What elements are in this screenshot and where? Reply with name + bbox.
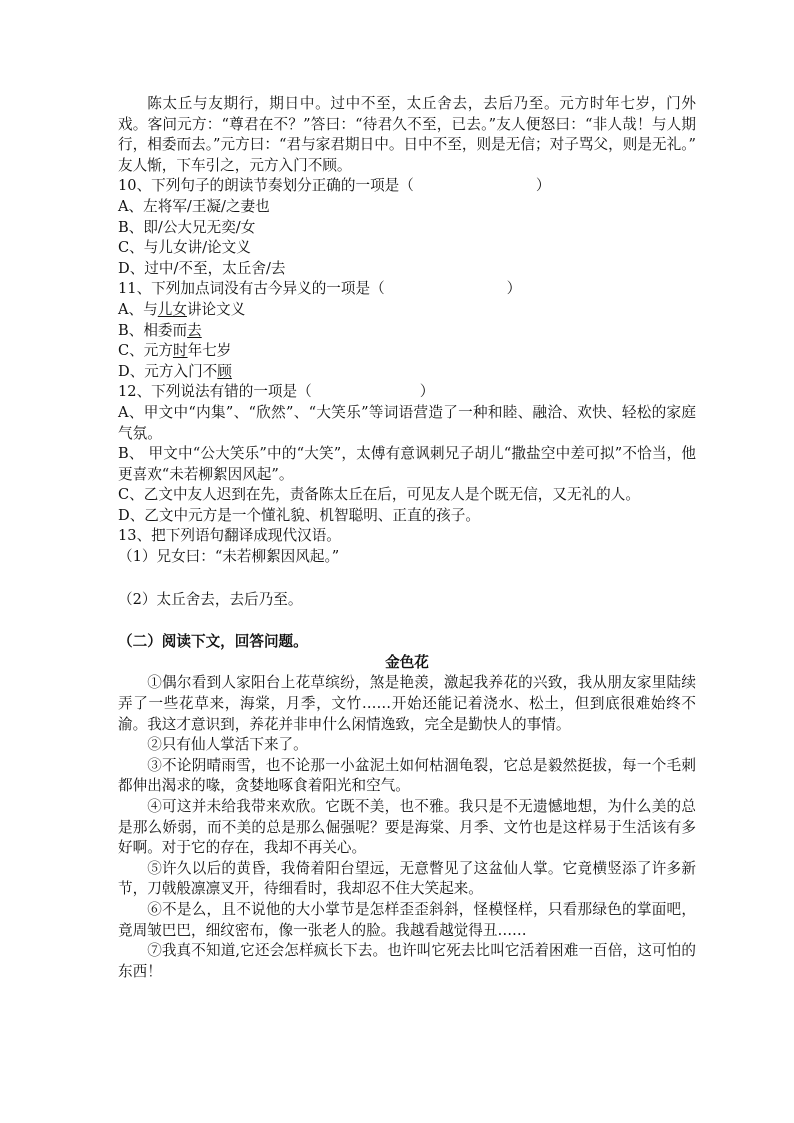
question-13-item-1: （1）兄女曰：“未若柳絮因风起。” [118, 548, 340, 566]
question-11-stem [118, 279, 696, 300]
question-11-close: ） [506, 280, 522, 298]
option-prefix: D、元方入门不 [118, 362, 218, 380]
dotted-word: 时 [172, 342, 188, 360]
question-10-stem [118, 176, 696, 197]
option-prefix: C、元方 [118, 342, 173, 360]
article-paragraph-2: ②只有仙人掌活下来了。 [147, 736, 308, 754]
dotted-word: 顾 [217, 362, 232, 380]
question-13-stem: 13、把下列语句翻译成现代汉语。 [118, 527, 341, 545]
question-12-stem [118, 382, 696, 403]
question-10-option-a: A、左将军/王凝/之妻也 [118, 197, 270, 215]
dotted-word: 儿女 [157, 300, 187, 318]
option-suffix: 年七岁 [187, 342, 232, 360]
question-10-option-d: D、过中/不至，太丘舍/去 [118, 259, 286, 277]
answer-space [118, 610, 696, 632]
article-paragraph-3: ③不论阴晴雨雪，也不论那一小盆泥土如何枯涸龟裂，它总是毅然挺拔，每一个毛刺都伸出渴求的喙，贪婪地啄食着阳光和空气。 [118, 756, 696, 795]
article-paragraph-1: ①偶尔看到人家阳台上花草缤纷，煞是艳羡，激起我养花的兴致，我从朋友家里陆续弄了一些花草来，海棠，月季，文竹……开始还能记着浇水、松土，但到底很难始终不渝。我这才意识到，养花并非申什么闲情逸致，完全是勤快人的事情。 [118, 674, 696, 733]
option-prefix: A、与 [118, 300, 158, 318]
article-paragraph-5: ⑤许久以后的黄昏，我倚着阳台望远，无意瞥见了这盆仙人掌。它竟横竖添了许多新节，刀戟般凛凛叉开，待细看时，我却忍不住大笑起来。 [118, 859, 696, 898]
question-11-option-a [118, 300, 696, 321]
article-paragraph-6: ⑥不是么，且不说他的大小掌节是怎样歪歪斜斜，怪模怪样，只看那绿色的掌面吧，竟周皱巴巴，细纹密布，像一张老人的脸。我越看越觉得丑…… [118, 900, 696, 939]
question-12-option-a: A、甲文中“内集”、“欣然”、“大笑乐”等词语营造了一种和睦、融洽、欢快、轻松的家庭气氛。 [118, 403, 696, 442]
classical-passage: 陈太丘与友期行，期日中。过中不至，太丘舍去，去后乃至。元方时年七岁，门外戏。客问元方：“尊君在不？”答曰：“待君久不至，已去。”友人便怒曰：“非人哉！与人期行，相委而去。”元方曰：“君与家君期日中。日中不至，则是无信；对子骂父，则是无礼。” 友人惭，下车引之，元方入门不顾。 [118, 95, 696, 174]
question-12-option-c: C、乙文中友人迟到在先，责备陈太丘在后，可见友人是个既无信，又无礼的人。 [118, 486, 640, 504]
question-10-option-c: C、与儿女讲/论文义 [118, 239, 251, 257]
question-10-close: ） [535, 177, 551, 195]
option-suffix: 讲论文义 [186, 300, 246, 318]
article-title: 金色花 [385, 653, 429, 671]
question-12-text: 12、下列说法有错的一项是（ [118, 383, 312, 401]
question-11-text: 11、下列加点词没有古今异义的一项是（ [118, 280, 385, 298]
article-paragraph-4: ④可这并未给我带来欢欣。它既不美，也不雅。我只是不无遗憾地想，为什么美的总是那么娇弱，而不美的总是那么倔强呢？要是海棠、月季、文竹也是这样易于生活该有多好啊。对于它的存在，我却不再关心。 [118, 798, 696, 857]
article-paragraph-7: ⑦我真不知道,它还会怎样疯长下去。也许叫它死去比叫它活着困难一百倍，这可怕的东西！ [118, 942, 696, 980]
section-2-heading: （二）阅读下文，回答问题。 [118, 633, 308, 651]
dotted-word: 去 [187, 321, 202, 339]
document-page [118, 94, 696, 982]
question-11-option-d [118, 362, 696, 383]
question-12-option-d: D、乙文中元方是一个懂礼貌、机智聪明、正直的孩子。 [118, 506, 480, 524]
question-11-option-c [118, 341, 696, 362]
question-10-text: 10、下列句子的朗读节奏划分正确的一项是（ [118, 177, 414, 195]
question-12-close: ） [419, 383, 435, 401]
question-13-item-2: （2）太丘舍去，去后乃至。 [118, 590, 303, 608]
question-10-option-b: B、即/公大兄无奕/女 [118, 218, 256, 236]
question-12-option-b: B、 甲文中“公大笑乐”中的“大笑”，太傅有意讽刺兄子胡儿“撒盐空中差可拟”不恰当，他更喜欢“未若柳絮因风起”。 [118, 445, 696, 483]
question-11-option-b [118, 321, 696, 342]
answer-space [118, 568, 696, 590]
option-prefix: B、相委而 [118, 321, 188, 339]
